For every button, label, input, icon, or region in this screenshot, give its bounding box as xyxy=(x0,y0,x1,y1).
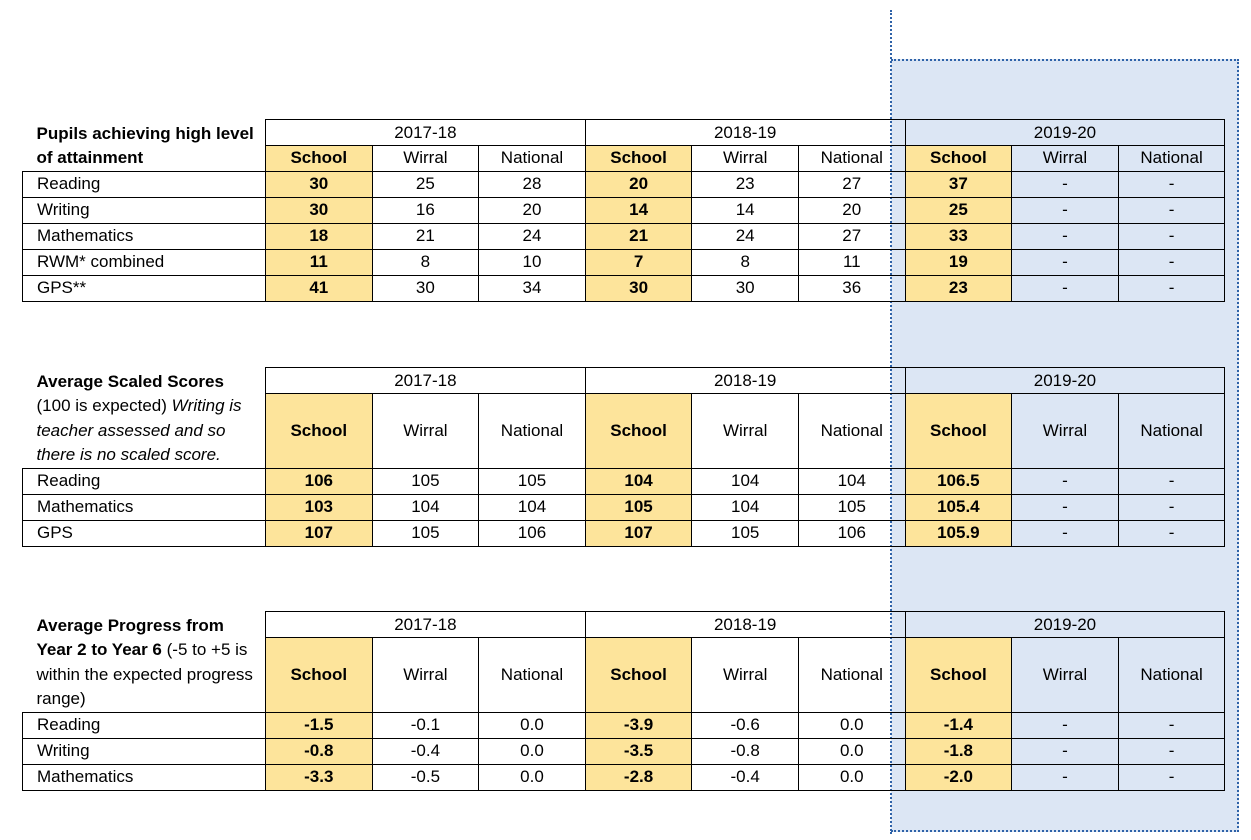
national-value-cell: - xyxy=(1118,712,1225,738)
wirral-value-cell: -0.4 xyxy=(692,764,799,790)
column-header-national: National xyxy=(798,394,905,468)
wirral-value-cell: 24 xyxy=(692,223,799,249)
table-title-bold: Average Progress from Year 2 to Year 6 xyxy=(36,615,224,659)
national-value-cell: - xyxy=(1118,764,1225,790)
year-header: 2017-18 xyxy=(266,368,586,394)
year-header: 2017-18 xyxy=(266,612,586,638)
national-value-cell: 0.0 xyxy=(798,764,905,790)
school-value-cell: 21 xyxy=(585,223,692,249)
table-title-bold: Pupils achieving high level of attainment xyxy=(36,123,254,167)
year-header: 2019-20 xyxy=(905,612,1225,638)
table-row xyxy=(23,275,1225,301)
row-label: GPS xyxy=(23,520,266,546)
national-value-cell: 104 xyxy=(479,494,586,520)
school-value-cell: -1.5 xyxy=(266,712,373,738)
column-header-national: National xyxy=(1118,638,1225,712)
school-value-cell: 25 xyxy=(905,197,1012,223)
national-value-cell: - xyxy=(1118,468,1225,494)
column-header-national: National xyxy=(479,638,586,712)
school-value-cell: 105.9 xyxy=(905,520,1012,546)
row-label: RWM* combined xyxy=(23,249,266,275)
table-row xyxy=(23,764,1225,790)
column-header-wirral: Wirral xyxy=(692,146,799,171)
column-header-school: School xyxy=(905,638,1012,712)
column-header-school: School xyxy=(905,394,1012,468)
row-label: Reading xyxy=(23,712,266,738)
table-row xyxy=(23,249,1225,275)
column-header-national: National xyxy=(479,146,586,171)
national-value-cell: 105 xyxy=(798,494,905,520)
wirral-value-cell: 105 xyxy=(372,520,479,546)
wirral-value-cell: - xyxy=(1012,468,1119,494)
school-value-cell: 107 xyxy=(585,520,692,546)
national-value-cell: 20 xyxy=(479,197,586,223)
column-header-school: School xyxy=(266,146,373,171)
school-value-cell: -2.0 xyxy=(905,764,1012,790)
table-title-note: (-5 to +5 is within the expected progress range) xyxy=(36,640,253,708)
column-header-national: National xyxy=(479,394,586,468)
national-value-cell: 34 xyxy=(479,275,586,301)
school-value-cell: 30 xyxy=(585,275,692,301)
school-value-cell: 7 xyxy=(585,249,692,275)
school-value-cell: 19 xyxy=(905,249,1012,275)
table-title-note: (100 is expected) xyxy=(36,396,167,415)
wirral-value-cell: 104 xyxy=(692,468,799,494)
wirral-value-cell: 8 xyxy=(692,249,799,275)
table-title-italic-note: Writing is teacher assessed and so there is no scaled score. xyxy=(36,396,242,464)
column-header-national: National xyxy=(1118,394,1225,468)
row-label: Writing xyxy=(23,197,266,223)
column-header-wirral: Wirral xyxy=(1012,638,1119,712)
wirral-value-cell: - xyxy=(1012,520,1119,546)
wirral-value-cell: 104 xyxy=(692,494,799,520)
table-row xyxy=(23,494,1225,520)
year-header: 2017-18 xyxy=(266,120,586,146)
table-title xyxy=(23,368,266,469)
national-value-cell: 0.0 xyxy=(798,712,905,738)
national-value-cell: 0.0 xyxy=(479,712,586,738)
column-header-wirral: Wirral xyxy=(1012,146,1119,171)
national-value-cell: 0.0 xyxy=(479,764,586,790)
wirral-value-cell: 30 xyxy=(372,275,479,301)
national-value-cell: 106 xyxy=(479,520,586,546)
row-label: GPS** xyxy=(23,275,266,301)
national-value-cell: 36 xyxy=(798,275,905,301)
school-value-cell: 106.5 xyxy=(905,468,1012,494)
school-value-cell: 105 xyxy=(585,494,692,520)
row-label: Mathematics xyxy=(23,764,266,790)
school-value-cell: 104 xyxy=(585,468,692,494)
column-header-wirral: Wirral xyxy=(372,146,479,171)
school-value-cell: -3.9 xyxy=(585,712,692,738)
table-title-bold: Average Scaled Scores xyxy=(36,371,224,391)
school-value-cell: -3.5 xyxy=(585,738,692,764)
school-value-cell: 30 xyxy=(266,197,373,223)
wirral-value-cell: - xyxy=(1012,197,1119,223)
school-value-cell: -0.8 xyxy=(266,738,373,764)
school-value-cell: -1.4 xyxy=(905,712,1012,738)
scaled-scores-table xyxy=(22,367,1225,547)
wirral-value-cell: - xyxy=(1012,223,1119,249)
column-header-school: School xyxy=(585,394,692,468)
school-value-cell: -1.8 xyxy=(905,738,1012,764)
national-value-cell: 11 xyxy=(798,249,905,275)
national-value-cell: 104 xyxy=(798,468,905,494)
table-title xyxy=(23,612,266,713)
table-row xyxy=(23,171,1225,197)
school-value-cell: 30 xyxy=(266,171,373,197)
wirral-value-cell: -0.5 xyxy=(372,764,479,790)
wirral-value-cell: - xyxy=(1012,275,1119,301)
wirral-value-cell: 8 xyxy=(372,249,479,275)
school-value-cell: -2.8 xyxy=(585,764,692,790)
high-attainment-table xyxy=(22,119,1225,302)
column-header-school: School xyxy=(585,638,692,712)
school-value-cell: -3.3 xyxy=(266,764,373,790)
school-value-cell: 33 xyxy=(905,223,1012,249)
wirral-value-cell: 104 xyxy=(372,494,479,520)
table-row xyxy=(23,738,1225,764)
national-value-cell: 27 xyxy=(798,171,905,197)
national-value-cell: 28 xyxy=(479,171,586,197)
row-label: Reading xyxy=(23,171,266,197)
column-header-wirral: Wirral xyxy=(372,394,479,468)
school-value-cell: 106 xyxy=(266,468,373,494)
table-row xyxy=(23,197,1225,223)
school-value-cell: 14 xyxy=(585,197,692,223)
year-header: 2018-19 xyxy=(585,368,905,394)
wirral-value-cell: 21 xyxy=(372,223,479,249)
table-row xyxy=(23,223,1225,249)
national-value-cell: - xyxy=(1118,223,1225,249)
national-value-cell: - xyxy=(1118,494,1225,520)
national-value-cell: 20 xyxy=(798,197,905,223)
table-row xyxy=(23,712,1225,738)
wirral-value-cell: -0.1 xyxy=(372,712,479,738)
wirral-value-cell: 25 xyxy=(372,171,479,197)
column-header-wirral: Wirral xyxy=(692,394,799,468)
wirral-value-cell: - xyxy=(1012,249,1119,275)
school-value-cell: 37 xyxy=(905,171,1012,197)
wirral-value-cell: 30 xyxy=(692,275,799,301)
wirral-value-cell: 14 xyxy=(692,197,799,223)
national-value-cell: 0.0 xyxy=(798,738,905,764)
school-value-cell: 23 xyxy=(905,275,1012,301)
column-header-wirral: Wirral xyxy=(692,638,799,712)
wirral-value-cell: 105 xyxy=(372,468,479,494)
national-value-cell: - xyxy=(1118,249,1225,275)
school-value-cell: 11 xyxy=(266,249,373,275)
table-title xyxy=(23,120,266,172)
wirral-value-cell: 16 xyxy=(372,197,479,223)
year-header: 2019-20 xyxy=(905,120,1225,146)
national-value-cell: 0.0 xyxy=(479,738,586,764)
year-header: 2019-20 xyxy=(905,368,1225,394)
national-value-cell: - xyxy=(1118,171,1225,197)
wirral-value-cell: -0.8 xyxy=(692,738,799,764)
row-label: Mathematics xyxy=(23,223,266,249)
school-value-cell: 105.4 xyxy=(905,494,1012,520)
national-value-cell: 27 xyxy=(798,223,905,249)
wirral-value-cell: -0.4 xyxy=(372,738,479,764)
table-row xyxy=(23,520,1225,546)
wirral-value-cell: - xyxy=(1012,764,1119,790)
year-header: 2018-19 xyxy=(585,612,905,638)
column-header-school: School xyxy=(266,638,373,712)
wirral-value-cell: - xyxy=(1012,712,1119,738)
column-header-national: National xyxy=(798,146,905,171)
wirral-value-cell: - xyxy=(1012,171,1119,197)
row-label: Reading xyxy=(23,468,266,494)
column-header-wirral: Wirral xyxy=(1012,394,1119,468)
column-header-national: National xyxy=(798,638,905,712)
row-label: Mathematics xyxy=(23,494,266,520)
column-header-school: School xyxy=(585,146,692,171)
national-value-cell: 10 xyxy=(479,249,586,275)
school-value-cell: 20 xyxy=(585,171,692,197)
national-value-cell: - xyxy=(1118,520,1225,546)
wirral-value-cell: 105 xyxy=(692,520,799,546)
national-value-cell: - xyxy=(1118,275,1225,301)
national-value-cell: 24 xyxy=(479,223,586,249)
column-header-national: National xyxy=(1118,146,1225,171)
national-value-cell: 106 xyxy=(798,520,905,546)
school-value-cell: 103 xyxy=(266,494,373,520)
wirral-value-cell: - xyxy=(1012,494,1119,520)
national-value-cell: - xyxy=(1118,197,1225,223)
national-value-cell: - xyxy=(1118,738,1225,764)
column-header-school: School xyxy=(905,146,1012,171)
row-label: Writing xyxy=(23,738,266,764)
year-header: 2018-19 xyxy=(585,120,905,146)
wirral-value-cell: -0.6 xyxy=(692,712,799,738)
column-header-school: School xyxy=(266,394,373,468)
wirral-value-cell: - xyxy=(1012,738,1119,764)
column-header-wirral: Wirral xyxy=(372,638,479,712)
table-row xyxy=(23,468,1225,494)
progress-table xyxy=(22,611,1225,791)
school-value-cell: 107 xyxy=(266,520,373,546)
national-value-cell: 105 xyxy=(479,468,586,494)
wirral-value-cell: 23 xyxy=(692,171,799,197)
school-value-cell: 41 xyxy=(266,275,373,301)
school-value-cell: 18 xyxy=(266,223,373,249)
